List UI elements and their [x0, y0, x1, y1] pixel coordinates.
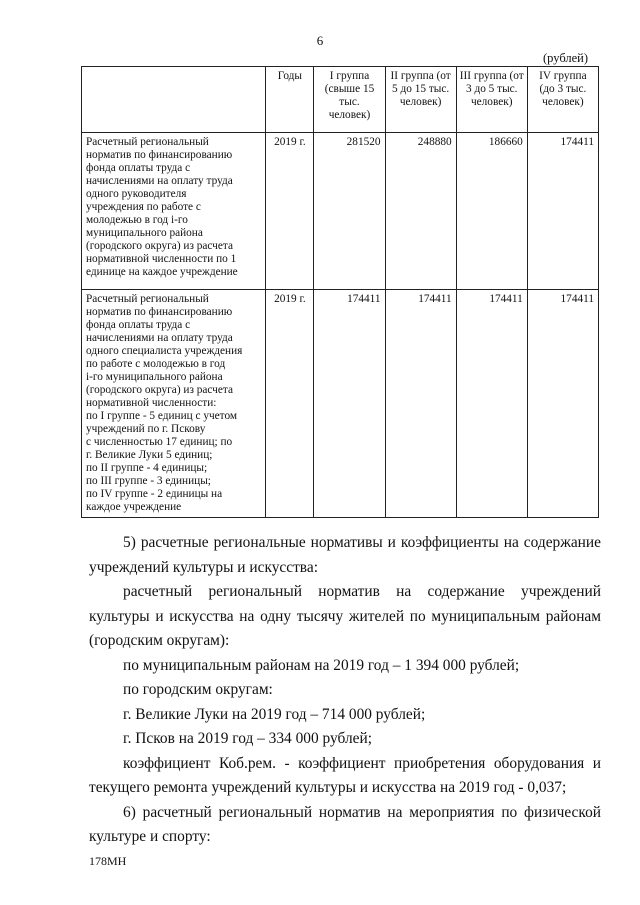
header-cell: IV группа (до 3 тыс. человек)	[527, 67, 598, 133]
row-year: 2019 г.	[266, 133, 314, 290]
paragraph: г. Великие Луки на 2019 год – 714 000 рублей;	[123, 705, 426, 723]
value-cell: 281520	[314, 133, 385, 290]
row-description: Расчетный региональный норматив по финансированию фонда оплаты труда с начислениями на оплату труда одного руководителя учреждения по работе с молодежью в год i-го муниципального района (городского округа) из расчета нормативной численности по 1 единице на каждое учреждение	[82, 133, 266, 290]
paragraph: коэффициент Коб.рем. - коэффициент приобретения оборудования и текущего ремонта учреждений культуры и искусства на 2019 год - 0,037;	[89, 754, 601, 796]
paragraph: 5) расчетные региональные нормативы и коэффициенты на содержание учреждений культуры и искусства:	[89, 534, 601, 576]
table-row	[82, 290, 599, 518]
value-cell: 174411	[527, 133, 598, 290]
value-cell: 174411	[314, 290, 385, 518]
header-cell	[82, 67, 266, 133]
paragraph: по городским округам:	[123, 681, 273, 698]
header-cell: I группа (свыше 15 тыс. человек)	[314, 67, 385, 133]
norms-table	[81, 66, 599, 518]
page-number: 6	[316, 33, 324, 48]
value-cell: 186660	[456, 133, 527, 290]
row-description: Расчетный региональный норматив по финансированию фонда оплаты труда с начислениями на оплату труда одного специалиста учреждения по работе с молодежью в год i-го муниципального района (городского округа) из расчета нормативной численности: по I группе - 5 единиц с учетом учреждений по г. Пскову с численностью 17 единиц; по г. Великие Луки 5 единиц; по II группе - 4 единицы; по III группе - 3 единицы; по IV группе - 2 единицы на каждое учреждение	[82, 290, 266, 518]
paragraph: 6) расчетный региональный норматив на мероприятия по физической культуре и спорту:	[89, 803, 601, 845]
body-text	[89, 531, 601, 850]
header-cell: Годы	[266, 67, 314, 133]
paragraph: г. Псков на 2019 год – 334 000 рублей;	[123, 730, 372, 747]
row-year: 2019 г.	[266, 290, 314, 518]
value-cell: 248880	[385, 133, 456, 290]
table-row	[82, 133, 599, 290]
paragraph: по муниципальным районам на 2019 год – 1 394 000 рублей;	[123, 656, 520, 674]
units-label: (рублей)	[543, 51, 589, 65]
value-cell: 174411	[385, 290, 456, 518]
table-header-row	[82, 67, 599, 133]
paragraph: расчетный региональный норматив на содержание учреждений культуры и искусства на одну тысячу жителей по муниципальным районам (городским округам):	[89, 583, 601, 649]
footer-code: 178МН	[89, 854, 127, 868]
header-cell: III группа (от 3 до 5 тыс. человек)	[456, 67, 527, 133]
header-cell: II группа (от 5 до 15 тыс. человек)	[385, 67, 456, 133]
value-cell: 174411	[456, 290, 527, 518]
value-cell: 174411	[527, 290, 598, 518]
